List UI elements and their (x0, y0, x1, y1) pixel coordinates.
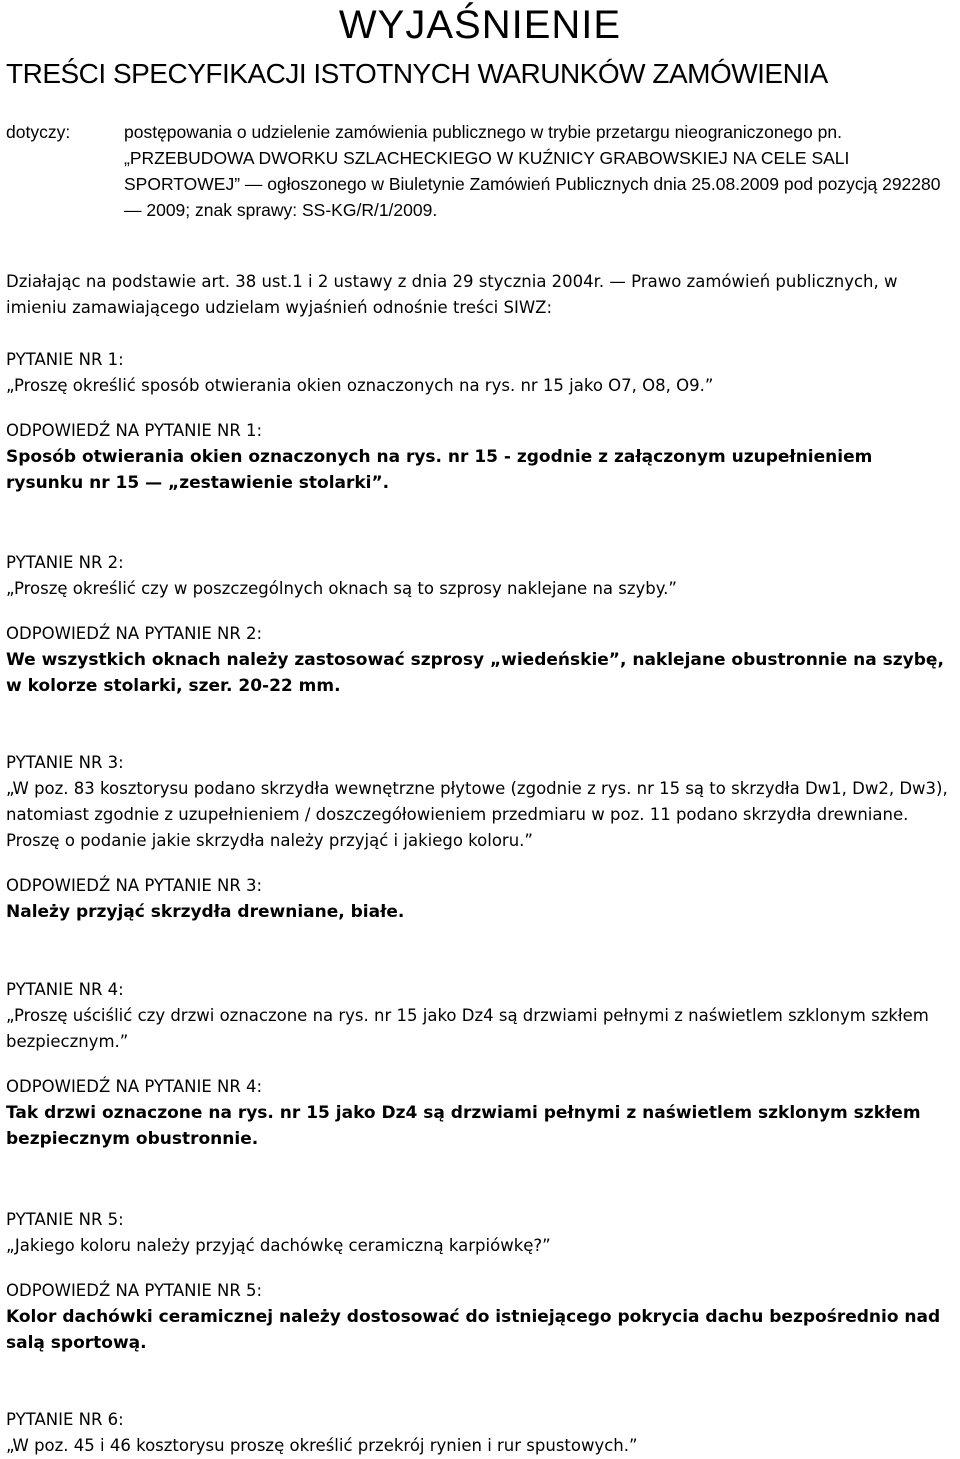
question-heading: PYTANIE NR 3: (6, 753, 124, 772)
answer-heading: ODPOWIEDŹ NA PYTANIE NR 1: (6, 421, 263, 440)
qa-block-5 (6, 1207, 951, 1356)
qa-block-3 (6, 750, 951, 925)
question-heading: PYTANIE NR 4: (6, 980, 124, 999)
answer-heading: ODPOWIEDŹ NA PYTANIE NR 2: (6, 624, 263, 643)
document-subtitle: TREŚCI SPECYFIKACJI ISTOTNYCH WARUNKÓW ZAMÓWIENIA (6, 58, 828, 89)
concerns-text: postępowania o udzielenie zamówienia publicznego w trybie przetargu nieograniczonego pn. „PRZEBUDOWA DWORKU SZLACHECKIEGO W KUŹNICY GRABOWSKIEJ NA CELE SALI SPORTOWEJ” — ogłoszonego w Biuletynie Zamówień Publicznych dnia 25.08.2009 pod pozycją 292280 — 2009; znak sprawy: SS-KG/R/1/2009. (124, 122, 941, 220)
question-heading: PYTANIE NR 2: (6, 553, 124, 572)
qa-block-4 (6, 977, 951, 1152)
question-text: „Proszę uściślić czy drzwi oznaczone na rys. nr 15 jako Dz4 są drzwiami pełnymi z naświetlem szklonym szkłem bezpiecznym.” (6, 1006, 929, 1051)
answer-text: We wszystkich oknach należy zastosować szprosy „wiedeńskie”, naklejane obustronnie na szybę, w kolorze stolarki, szer. 20-22 mm. (6, 650, 944, 696)
answer-text: Tak drzwi oznaczone na rys. nr 15 jako Dz4 są drzwiami pełnymi z naświetlem szklonym szkłem bezpiecznym obustronnie. (6, 1103, 921, 1149)
qa-block-1 (6, 347, 951, 496)
document-title: WYJAŚNIENIE (338, 3, 622, 47)
question-heading: PYTANIE NR 5: (6, 1210, 124, 1229)
answer-heading: ODPOWIEDŹ NA PYTANIE NR 4: (6, 1077, 263, 1096)
qa-block-2 (6, 550, 951, 699)
qa-block-6 (6, 1407, 951, 1459)
question-text: „W poz. 83 kosztorysu podano skrzydła wewnętrzne płytowe (zgodnie z rys. nr 15 są to skrzydła Dw1, Dw2, Dw3), natomiast zgodnie z uzupełnieniem / doszczegółowieniem przedmiaru w poz. 11 podano skrzydła drewniane. Proszę o podanie jakie skrzydła należy przyjąć i jakiego koloru.” (6, 779, 948, 850)
question-heading: PYTANIE NR 6: (6, 1410, 124, 1429)
question-text: „Proszę określić sposób otwierania okien oznaczonych na rys. nr 15 jako O7, O8, O9.” (6, 376, 714, 395)
question-text: „Jakiego koloru należy przyjąć dachówkę ceramiczną karpiówkę?” (6, 1236, 551, 1255)
answer-text: Sposób otwierania okien oznaczonych na rys. nr 15 - zgodnie z załączonym uzupełnieniem rysunku nr 15 — „zestawienie stolarki”. (6, 447, 873, 493)
answer-heading: ODPOWIEDŹ NA PYTANIE NR 3: (6, 876, 263, 895)
answer-text: Kolor dachówki ceramicznej należy dostosować do istniejącego pokrycia dachu bezpośrednio nad salą sportową. (6, 1307, 941, 1353)
question-text: „Proszę określić czy w poszczególnych oknach są to szprosy naklejane na szyby.” (6, 579, 677, 598)
answer-heading: ODPOWIEDŹ NA PYTANIE NR 5: (6, 1281, 263, 1300)
intro-paragraph: Działając na podstawie art. 38 ust.1 i 2 ustawy z dnia 29 stycznia 2004r. — Prawo zamówień publicznych, w imieniu zamawiającego udzielam wyjaśnień odnośnie treści SIWZ: (6, 272, 898, 317)
concerns-label: dotyczy: (6, 122, 71, 142)
answer-text: Należy przyjąć skrzydła drewniane, białe. (6, 902, 405, 922)
question-heading: PYTANIE NR 1: (6, 350, 124, 369)
question-text: „W poz. 45 i 46 kosztorysu proszę określić przekrój rynien i rur spustowych.” (6, 1436, 638, 1455)
